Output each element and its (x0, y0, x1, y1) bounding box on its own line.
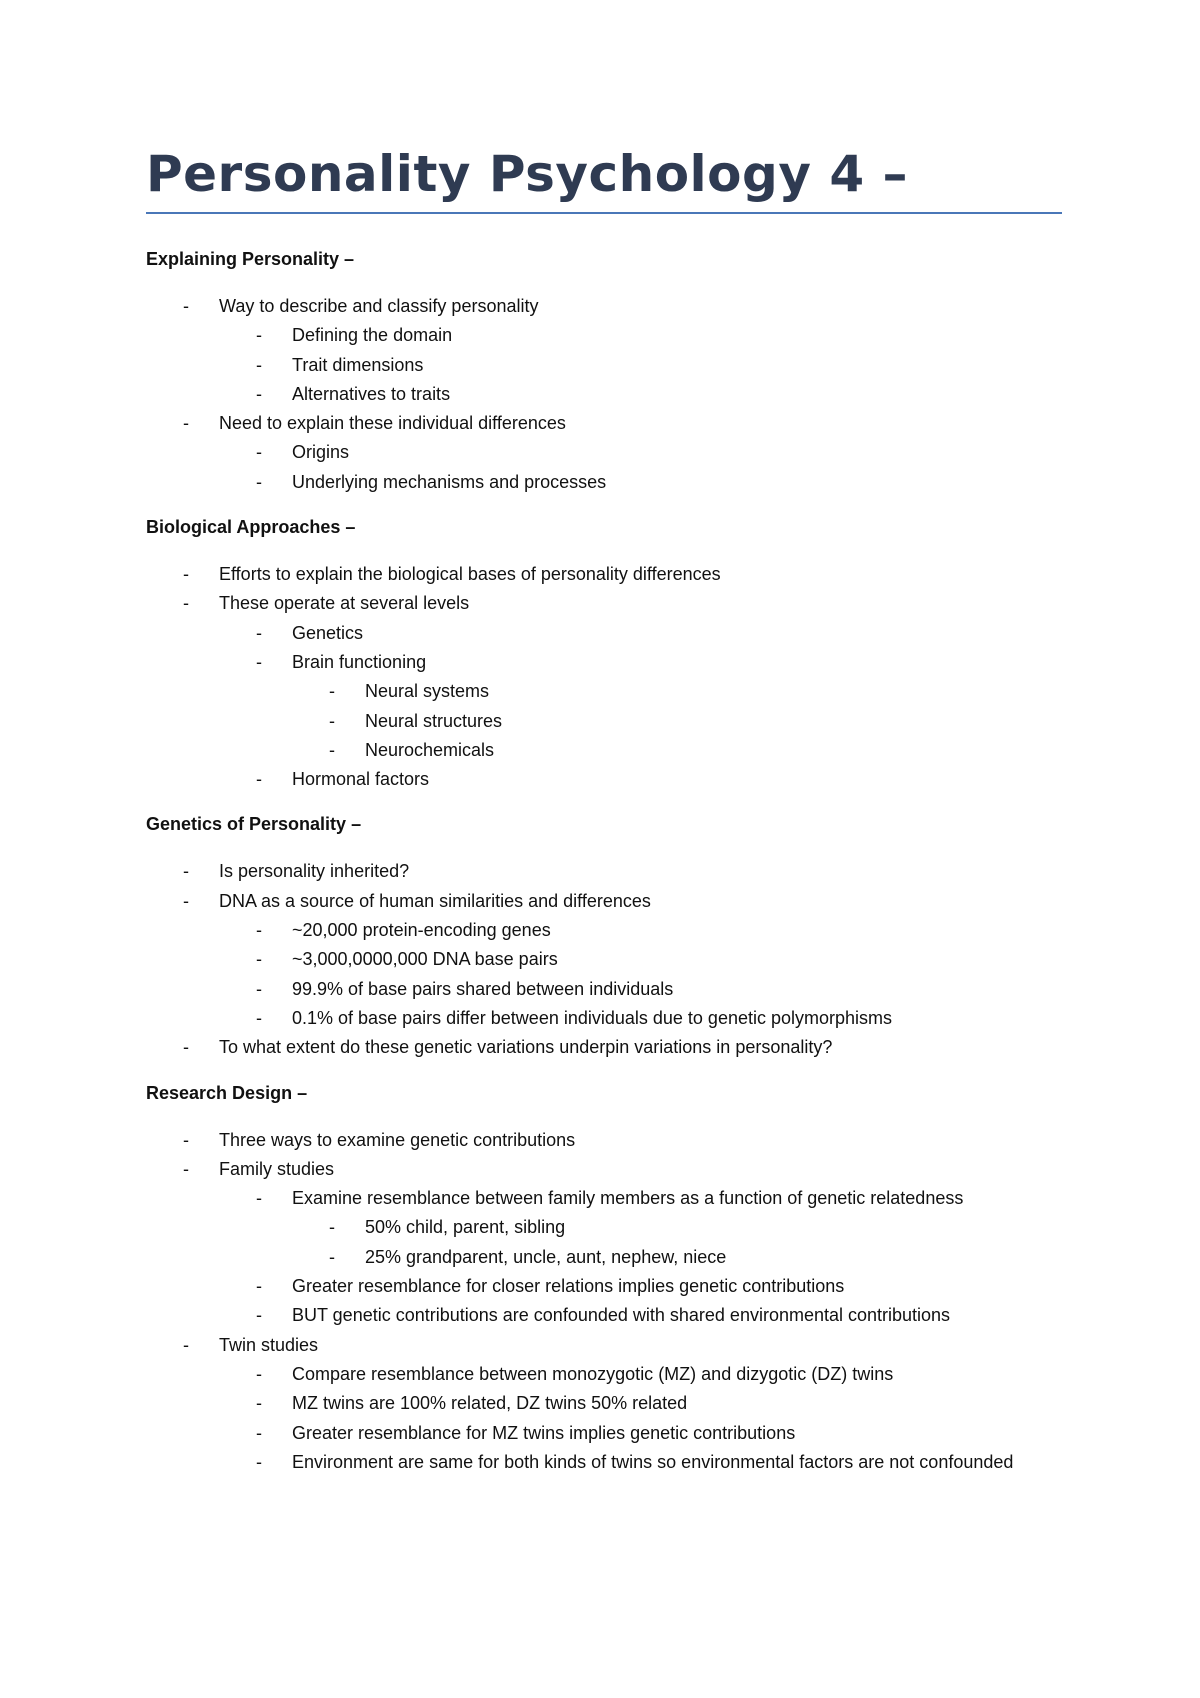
list-item-text: Hormonal factors (292, 769, 430, 790)
list-item-text: Brain functioning (292, 651, 427, 672)
list-item-text: DNA as a source of human similarities and differences (219, 890, 651, 911)
list-item-text: Is personality inherited? (219, 861, 410, 882)
list-item (146, 1184, 1062, 1213)
list-item-text: 25% grandparent, uncle, aunt, nephew, niece (365, 1246, 727, 1267)
list-item (146, 648, 1062, 677)
section-heading: Genetics of Personality – (146, 814, 362, 835)
list-item (146, 468, 1062, 497)
list-item (146, 1448, 1062, 1477)
bullet-dash: - (256, 471, 262, 492)
list-item-text: Neural systems (365, 681, 490, 702)
bullet-dash: - (256, 1276, 262, 1297)
bullet-dash: - (329, 1246, 335, 1267)
list-item-text: Need to explain these individual differences (219, 413, 566, 434)
list-item-text: Greater resemblance for closer relations implies genetic contributions (292, 1276, 845, 1297)
list-item (146, 1419, 1062, 1448)
list-item (146, 916, 1062, 945)
bullet-dash: - (256, 325, 262, 346)
list-item-text: Trait dimensions (292, 354, 424, 375)
list-item-text: These operate at several levels (219, 593, 470, 614)
list-item (146, 1301, 1062, 1330)
document-title: Personality Psychology 4 – (146, 145, 909, 203)
list-item (146, 619, 1062, 648)
list-item-text: Three ways to examine genetic contributions (219, 1129, 576, 1150)
section-heading: Research Design – (146, 1082, 308, 1103)
bullet-list (146, 857, 1062, 1062)
list-item (146, 677, 1062, 706)
bullet-dash: - (256, 1305, 262, 1326)
list-item (146, 1155, 1062, 1184)
section-heading: Explaining Personality – (146, 249, 355, 269)
bullet-dash: - (183, 413, 189, 434)
bullet-dash: - (256, 1363, 262, 1384)
bullet-list (146, 560, 1062, 794)
list-item (146, 409, 1062, 438)
list-item-text: MZ twins are 100% related, DZ twins 50% related (292, 1393, 688, 1414)
list-item-text: Environment are same for both kinds of twins so environmental factors are not confounded (292, 1451, 1014, 1472)
title-underline (146, 212, 1062, 214)
bullet-dash: - (256, 1393, 262, 1414)
bullet-dash: - (183, 1158, 189, 1179)
list-item-text: ~20,000 protein-encoding genes (292, 920, 551, 941)
bullet-dash: - (183, 1129, 189, 1150)
bullet-dash: - (256, 1422, 262, 1443)
list-item-text: Examine resemblance between family members as a function of genetic relatedness (292, 1188, 964, 1209)
list-item (146, 1389, 1062, 1418)
document-body (146, 248, 1062, 1477)
list-item-text: 50% child, parent, sibling (365, 1217, 566, 1238)
list-item-text: Defining the domain (292, 325, 453, 346)
list-item-text: 99.9% of base pairs shared between individuals (292, 978, 674, 999)
bullet-dash: - (183, 296, 189, 316)
list-item (146, 975, 1062, 1004)
list-item-text: Way to describe and classify personality (219, 296, 539, 316)
list-item-text: Genetics (292, 622, 364, 643)
list-item (146, 1213, 1062, 1242)
section-heading: Biological Approaches – (146, 517, 356, 538)
section (146, 248, 1062, 497)
section (146, 516, 1062, 794)
list-item-text: Neural structures (365, 710, 503, 731)
bullet-dash: - (256, 949, 262, 970)
bullet-dash: - (183, 593, 189, 614)
bullet-dash: - (329, 681, 335, 702)
bullet-dash: - (256, 622, 262, 643)
list-item (146, 765, 1062, 794)
bullet-dash: - (256, 383, 262, 404)
bullet-dash: - (329, 1217, 335, 1238)
list-item-text: Efforts to explain the biological bases of personality differences (219, 564, 721, 585)
list-item (146, 887, 1062, 916)
list-item (146, 1243, 1062, 1272)
bullet-dash: - (183, 1334, 189, 1355)
list-item (146, 736, 1062, 765)
list-item (146, 292, 1062, 321)
bullet-dash: - (256, 1188, 262, 1209)
bullet-dash: - (329, 739, 335, 760)
list-item (146, 438, 1062, 467)
list-item (146, 1126, 1062, 1155)
list-item (146, 321, 1062, 350)
list-item-text: To what extent do these genetic variations underpin variations in personality? (219, 1037, 833, 1058)
list-item (146, 1331, 1062, 1360)
section (146, 813, 1062, 1062)
list-item (146, 857, 1062, 886)
list-item-text: Underlying mechanisms and processes (292, 471, 607, 492)
list-item (146, 1360, 1062, 1389)
bullet-dash: - (183, 890, 189, 911)
bullet-dash: - (256, 978, 262, 999)
section (146, 1082, 1062, 1478)
bullet-dash: - (256, 920, 262, 941)
bullet-list (146, 292, 1062, 497)
list-item (146, 945, 1062, 974)
bullet-dash: - (329, 710, 335, 731)
list-item-text: Alternatives to traits (292, 383, 451, 404)
bullet-dash: - (256, 442, 262, 463)
list-item (146, 1272, 1062, 1301)
bullet-list (146, 1126, 1062, 1478)
list-item (146, 351, 1062, 380)
list-item (146, 707, 1062, 736)
bullet-dash: - (183, 564, 189, 585)
list-item-text: Origins (292, 442, 350, 463)
list-item-text: Compare resemblance between monozygotic (MZ) and dizygotic (DZ) twins (292, 1363, 894, 1384)
bullet-dash: - (256, 651, 262, 672)
list-item (146, 589, 1062, 618)
list-item-text: ~3,000,0000,000 DNA base pairs (292, 949, 558, 970)
list-item (146, 1004, 1062, 1033)
list-item (146, 380, 1062, 409)
list-item-text: BUT genetic contributions are confounded with shared environmental contributions (292, 1305, 951, 1326)
list-item-text: Neurochemicals (365, 739, 495, 760)
bullet-dash: - (256, 1451, 262, 1472)
list-item-text: 0.1% of base pairs differ between individuals due to genetic polymorphisms (292, 1007, 893, 1028)
bullet-dash: - (256, 354, 262, 375)
list-item (146, 1033, 1062, 1062)
list-item-text: Family studies (219, 1158, 335, 1179)
bullet-dash: - (256, 1007, 262, 1028)
list-item-text: Greater resemblance for MZ twins implies genetic contributions (292, 1422, 796, 1443)
list-item (146, 560, 1062, 589)
document-page (146, 140, 1062, 1477)
list-item-text: Twin studies (219, 1334, 319, 1355)
bullet-dash: - (256, 769, 262, 790)
bullet-dash: - (183, 1037, 189, 1058)
bullet-dash: - (183, 861, 189, 882)
